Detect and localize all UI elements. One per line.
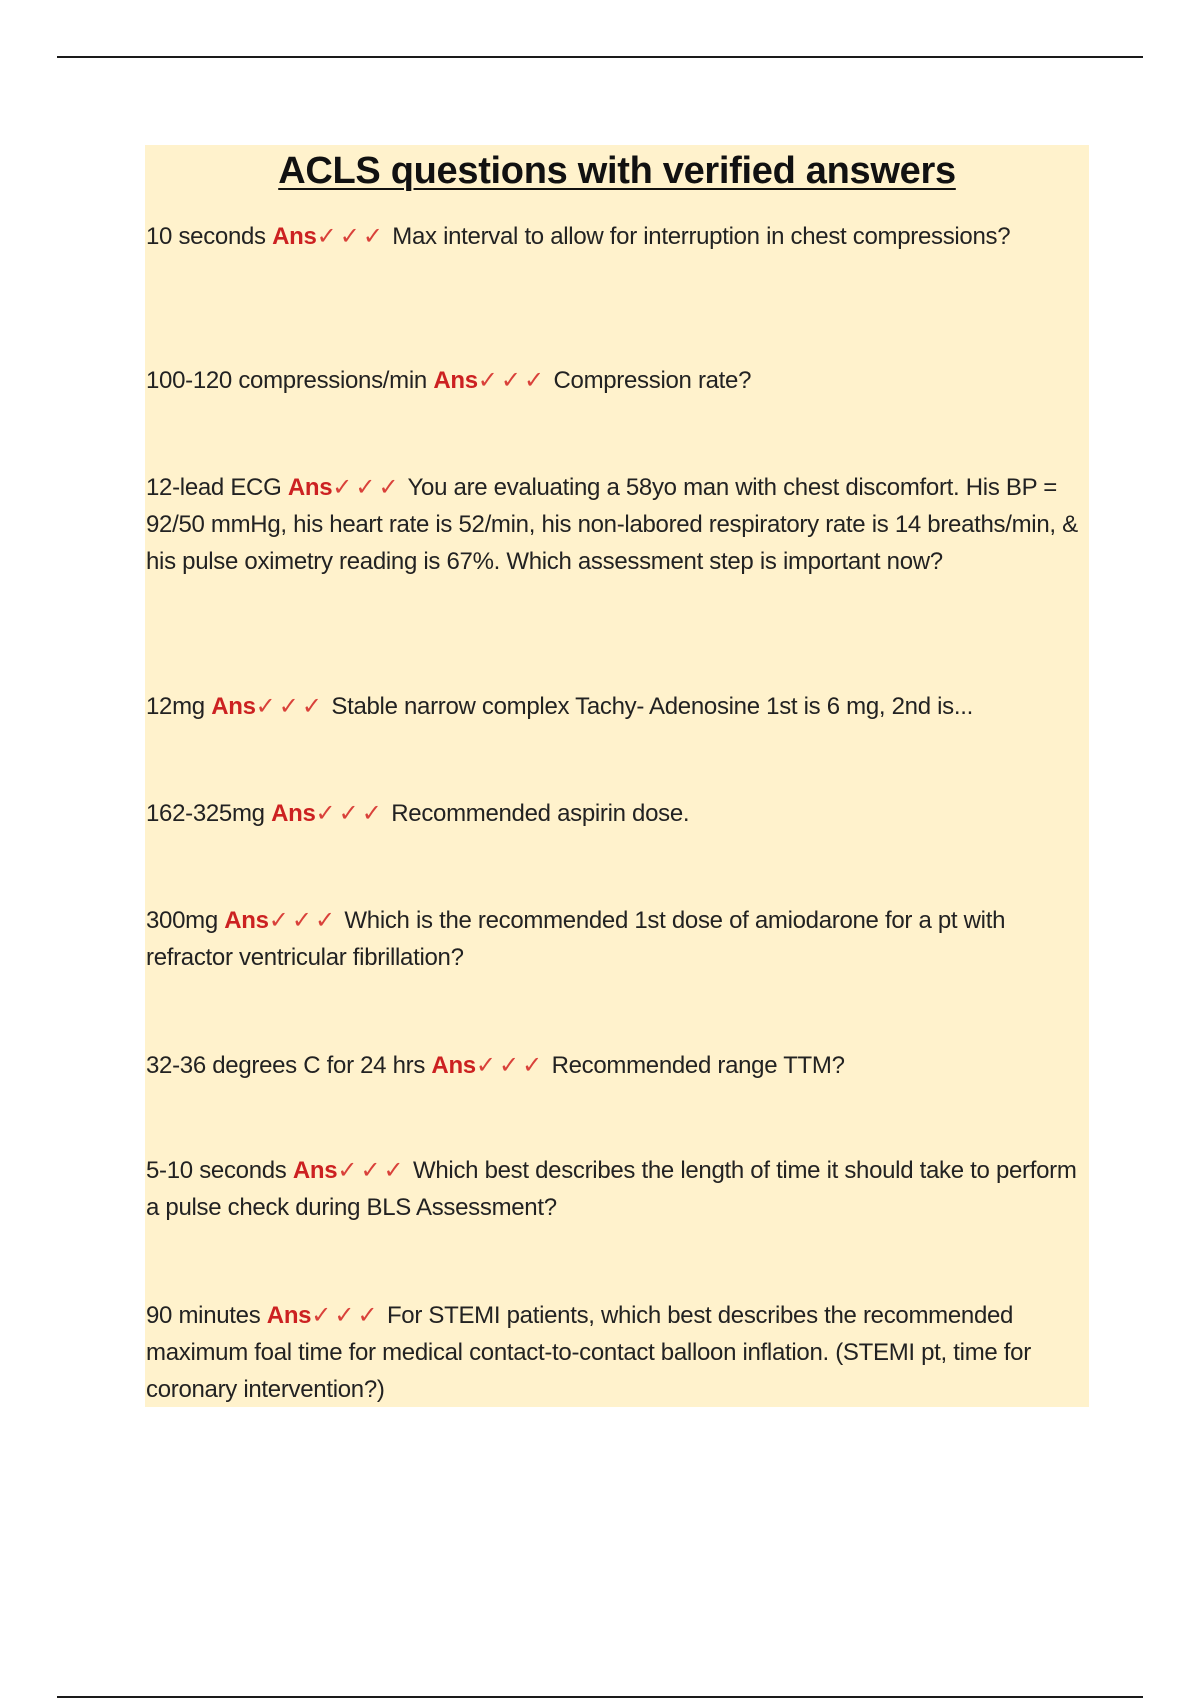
- bottom-rule: [57, 1696, 1143, 1698]
- question-text: Compression rate?: [553, 367, 752, 394]
- question-text: For STEMI patients, which best describes the recommended maximum foal time for medical contact-to-contact balloon inflation. (STEMI pt, time for coronary intervention?): [146, 1302, 1031, 1403]
- qa-item: [146, 1152, 1094, 1226]
- qa-item: [146, 1047, 1094, 1084]
- ans-marker: Ans: [287, 474, 333, 501]
- question-text: You are evaluating a 58yo man with chest discomfort. His BP = 92/50 mmHg, his heart rate is 52/min, his non-labored respiratory rate is 14 breaths/min, & his pulse oximetry reading is 67%. Which assessment step is important now?: [146, 474, 1078, 575]
- document-title: ACLS questions with verified answers: [278, 150, 956, 192]
- check-marks-icon: ✓✓✓: [268, 907, 339, 934]
- check-marks-icon: ✓✓✓: [332, 474, 402, 501]
- qa-item: [146, 688, 1094, 725]
- ans-marker: Ans: [272, 223, 317, 250]
- ans-marker: Ans: [292, 1157, 338, 1184]
- question-text: Stable narrow complex Tachy- Adenosine 1st is 6 mg, 2nd is...: [331, 693, 973, 720]
- check-marks-icon: ✓✓✓: [311, 1302, 381, 1329]
- ans-marker: Ans: [266, 1302, 312, 1329]
- ans-marker: Ans: [224, 907, 269, 934]
- check-marks-icon: ✓✓✓: [475, 1052, 546, 1079]
- question-text: Which is the recommended 1st dose of amiodarone for a pt with refractor ventricular fibrillation?: [146, 907, 1006, 971]
- qa-item: [146, 1297, 1094, 1408]
- check-marks-icon: ✓✓✓: [477, 367, 548, 394]
- check-marks-icon: ✓✓✓: [255, 693, 325, 720]
- check-marks-icon: ✓✓✓: [316, 223, 386, 250]
- ans-marker: Ans: [433, 367, 478, 394]
- question-text: Max interval to allow for interruption in chest compressions?: [392, 223, 1011, 250]
- question-text: Recommended aspirin dose.: [391, 800, 690, 827]
- qa-item: [146, 218, 1094, 255]
- top-rule: [57, 56, 1143, 58]
- qa-item: [146, 362, 1094, 399]
- qa-item: [146, 469, 1094, 580]
- answer-text: 5-10 seconds: [146, 1157, 287, 1184]
- question-text: Which best describes the length of time it should take to perform a pulse check during BLS Assessment?: [146, 1157, 1077, 1221]
- answer-text: 12mg: [146, 693, 205, 720]
- ans-marker: Ans: [211, 693, 256, 720]
- answer-text: 90 minutes: [146, 1302, 261, 1329]
- answer-text: 12-lead ECG: [146, 474, 282, 501]
- answer-text: 10 seconds: [146, 223, 266, 250]
- qa-item: [146, 902, 1094, 976]
- check-marks-icon: ✓✓✓: [337, 1157, 407, 1184]
- answer-text: 100-120 compressions/min: [146, 367, 427, 394]
- question-text: Recommended range TTM?: [551, 1052, 845, 1079]
- ans-marker: Ans: [271, 800, 316, 827]
- qa-item: [146, 795, 1094, 832]
- answer-text: 162-325mg: [146, 800, 265, 827]
- answer-text: 300mg: [146, 907, 218, 934]
- answer-text: 32-36 degrees C for 24 hrs: [146, 1052, 426, 1079]
- ans-marker: Ans: [431, 1052, 476, 1079]
- check-marks-icon: ✓✓✓: [315, 800, 385, 827]
